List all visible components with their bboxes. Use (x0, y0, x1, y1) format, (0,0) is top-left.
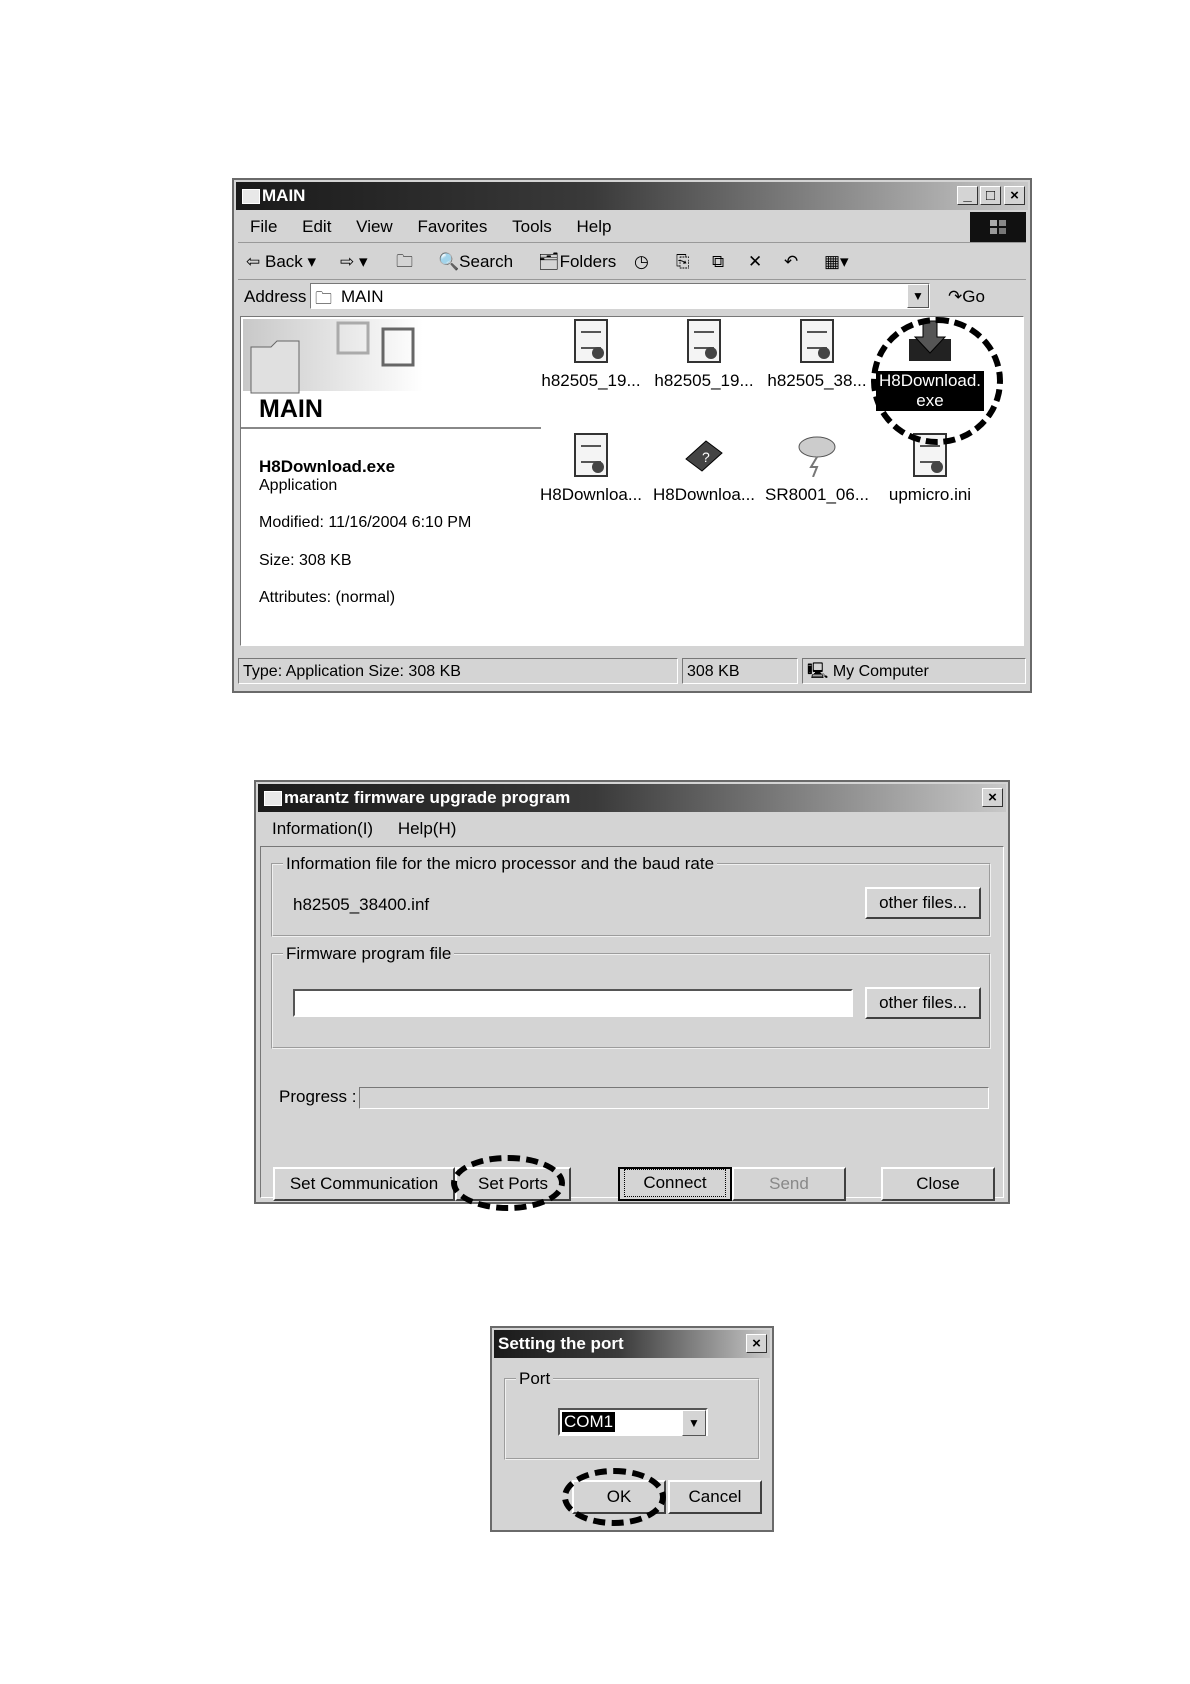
address-bar (238, 280, 1026, 314)
status-text: Type: Application Size: 308 KB (238, 658, 678, 684)
search-label: Search (459, 252, 514, 271)
my-computer-icon: 🖳 (807, 663, 829, 680)
ok-button[interactable]: OK (572, 1480, 666, 1514)
folders-button[interactable] (538, 245, 616, 279)
close-button[interactable]: × (982, 788, 1003, 807)
close-button[interactable]: × (1004, 186, 1025, 205)
firmware-other-files-button[interactable]: other files... (865, 987, 981, 1019)
forward-button[interactable]: ⇨ ▾ (340, 252, 368, 271)
port-dialog-titlebar[interactable] (494, 1330, 770, 1358)
address-dropdown-button[interactable]: ▼ (907, 284, 929, 308)
upgrader-title: marantz firmware upgrade program (284, 788, 571, 807)
status-size: 308 KB (682, 658, 798, 684)
port-dialog-title: Setting the port (498, 1334, 624, 1353)
views-icon[interactable]: ▦▾ (824, 252, 849, 271)
file-item[interactable] (531, 319, 651, 391)
firmware-file-group (271, 944, 991, 1049)
search-icon: 🔍 (438, 252, 460, 271)
help-book-icon (682, 433, 726, 477)
file-label: SR8001_06... (765, 485, 869, 504)
port-group (504, 1369, 760, 1460)
menu-information[interactable]: Information(I) (272, 819, 374, 838)
menu-file[interactable]: File (250, 217, 278, 236)
address-label: Address (244, 287, 307, 306)
address-value: MAIN (341, 287, 384, 306)
info-file-value: h82505_38400.inf (293, 895, 430, 914)
settings-file-icon (574, 319, 608, 363)
app-icon (264, 791, 282, 806)
progress-bar (359, 1087, 989, 1109)
go-label: Go (962, 287, 985, 306)
file-label: h82505_19... (654, 371, 754, 390)
back-arrow-icon: ⇦ (246, 252, 261, 271)
side-folder-title: MAIN (259, 395, 323, 423)
info-file-group (271, 854, 991, 937)
file-label: H8Downloa... (539, 485, 643, 504)
back-button[interactable]: ⇦ Back ▾ (246, 252, 317, 271)
script-file-icon (574, 433, 608, 477)
set-communication-button[interactable]: Set Communication (273, 1167, 455, 1201)
file-label: h82505_38... (767, 371, 867, 390)
menu-help[interactable]: Help (576, 217, 612, 236)
minimize-button[interactable]: _ (957, 186, 978, 205)
side-panel (241, 317, 541, 645)
file-item[interactable] (757, 433, 877, 505)
folders-label: Folders (559, 252, 617, 271)
file-label: upmicro.ini (888, 485, 972, 504)
folder-banner-icon (243, 319, 423, 394)
file-item[interactable] (644, 319, 764, 391)
connect-button[interactable] (618, 1167, 732, 1201)
close-dialog-button[interactable]: Close (881, 1167, 995, 1201)
status-zone (802, 658, 1026, 684)
file-item[interactable] (531, 433, 651, 505)
delete-icon[interactable]: ✕ (748, 252, 763, 271)
address-input[interactable] (310, 283, 930, 309)
maximize-button[interactable]: □ (980, 186, 1001, 205)
highlight-circle (451, 1155, 565, 1211)
explorer-content (240, 316, 1024, 646)
undo-icon[interactable]: ↶ (784, 252, 799, 271)
cancel-button[interactable]: Cancel (668, 1480, 762, 1514)
back-label: Back (264, 252, 303, 271)
upgrader-body (260, 846, 1004, 1198)
highlight-circle (562, 1468, 666, 1526)
menu-help[interactable]: Help(H) (397, 819, 457, 838)
file-item[interactable] (757, 319, 877, 391)
port-group-label: Port (516, 1369, 553, 1389)
menu-view[interactable]: View (356, 217, 393, 236)
upgrader-titlebar[interactable] (258, 784, 1006, 812)
progress-label: Progress : (279, 1087, 357, 1106)
port-select[interactable] (558, 1408, 708, 1436)
file-item[interactable] (644, 433, 764, 505)
menu-favorites[interactable]: Favorites (417, 217, 488, 236)
folders-icon: 🗂 (538, 252, 560, 271)
selected-file-size: Size: 308 KB (259, 552, 352, 569)
send-button[interactable]: Send (732, 1167, 846, 1201)
selected-file-modified: Modified: 11/16/2004 6:10 PM (259, 514, 472, 531)
port-dialog (490, 1326, 774, 1532)
upgrader-menubar (260, 814, 1004, 844)
selected-file-name: H8Download.exe (259, 457, 396, 476)
explorer-titlebar[interactable] (236, 182, 1028, 210)
go-button[interactable] (948, 287, 985, 307)
highlight-circle (871, 317, 1003, 445)
menu-tools[interactable]: Tools (512, 217, 552, 236)
side-divider (241, 427, 541, 429)
file-label: h82505_19... (541, 371, 641, 390)
copy-to-icon[interactable]: ⧉ (712, 252, 725, 271)
connect-label: Connect (624, 1169, 725, 1197)
history-icon[interactable]: ◷ (634, 252, 649, 271)
selected-file-type: Application (259, 477, 338, 494)
status-bar (238, 658, 1026, 686)
explorer-window (232, 178, 1032, 693)
status-zone-label: My Computer (832, 663, 929, 680)
folder-icon (242, 189, 260, 204)
upgrader-window (254, 780, 1010, 1204)
selected-file-attributes: Attributes: (normal) (259, 589, 396, 606)
firmware-file-group-label: Firmware program file (283, 944, 454, 964)
script-file-icon (687, 319, 721, 363)
go-arrow-icon: ↷ (948, 287, 963, 306)
folder-icon: 🗀 (315, 289, 332, 308)
chevron-down-icon[interactable]: ▼ (682, 1410, 706, 1436)
explorer-toolbar (238, 245, 1026, 280)
set-ports-button[interactable]: Set Ports (455, 1167, 571, 1201)
move-to-icon[interactable]: ⎘ (676, 252, 690, 271)
explorer-title: MAIN (262, 186, 306, 205)
port-selected-value: COM1 (564, 1412, 614, 1431)
file-label: H8Download.exe (876, 371, 984, 411)
search-button[interactable] (438, 245, 513, 279)
up-folder-icon[interactable]: 🗀 (396, 252, 413, 271)
storm-cloud-icon (795, 433, 839, 477)
settings-file-icon (800, 319, 834, 363)
info-file-group-label: Information file for the micro processor and the baud rate (283, 854, 717, 874)
firmware-file-input[interactable] (293, 989, 853, 1017)
svg-text:?: ? (702, 449, 710, 465)
close-button[interactable]: × (746, 1334, 767, 1353)
info-other-files-button[interactable]: other files... (865, 887, 981, 919)
windows-logo-icon (970, 212, 1026, 242)
explorer-menubar (238, 212, 1026, 243)
menu-edit[interactable]: Edit (302, 217, 332, 236)
file-label: H8Downloa... (652, 485, 756, 504)
